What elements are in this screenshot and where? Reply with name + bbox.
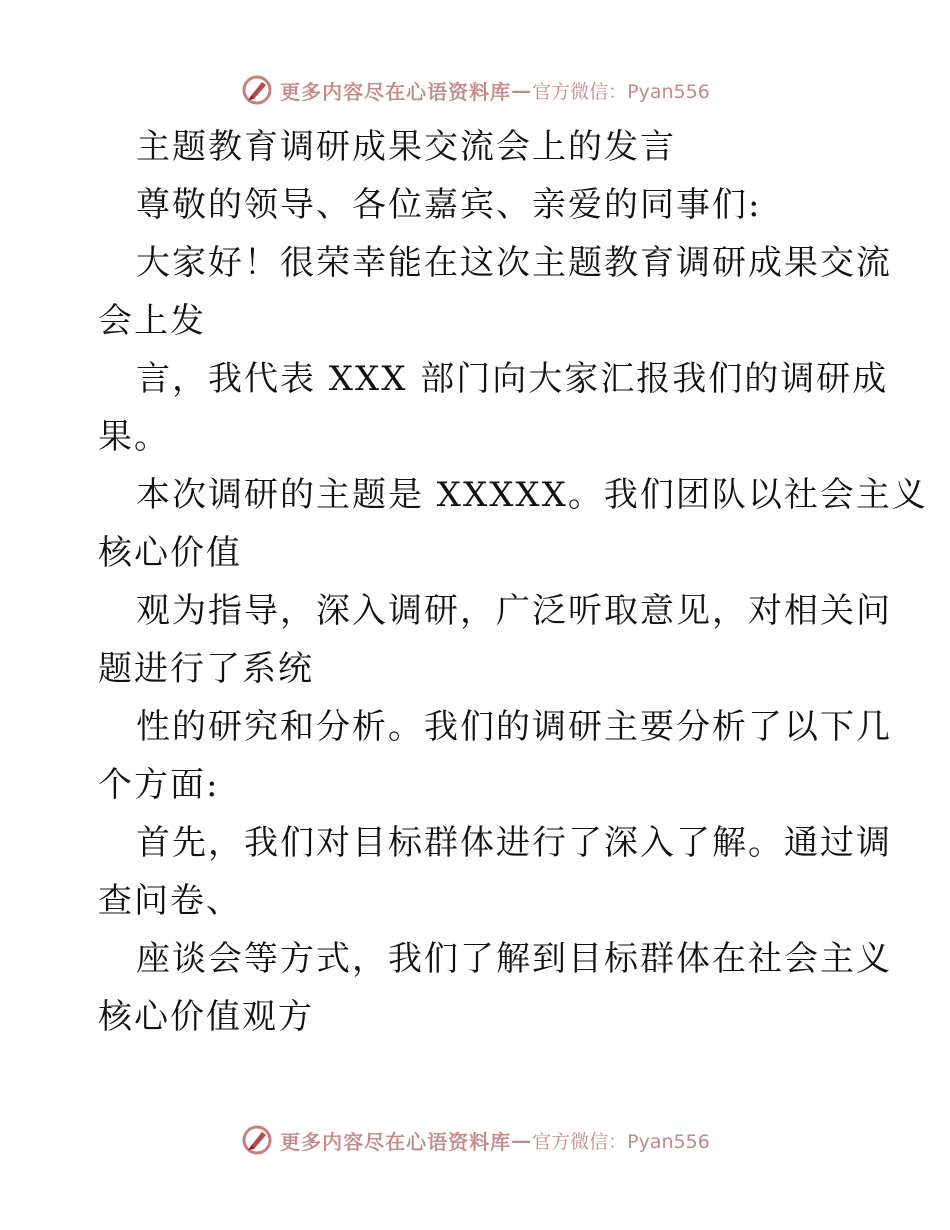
header-watermark xyxy=(0,70,950,110)
pen-nib-logo-icon xyxy=(240,73,274,107)
footer-watermark xyxy=(0,1120,950,1160)
watermark-account-text: 官方微信：Pyan556 xyxy=(532,1130,710,1153)
paragraph-line: 大家好！很荣幸能在这次主题教育调研成果交流 xyxy=(136,243,892,283)
paragraph-line: 本次调研的主题是 XXXXX。我们团队以社会主义 xyxy=(136,475,928,515)
paragraph-line: 言，我代表 XXX 部门向大家汇报我们的调研成 xyxy=(136,359,889,399)
watermark-separator: — xyxy=(511,78,533,102)
watermark-brand-text: 更多内容尽在心语资料库 xyxy=(280,79,512,104)
document-body xyxy=(98,118,928,1046)
pen-nib-logo-icon xyxy=(240,1123,274,1157)
watermark-account-text: 官方微信：Pyan556 xyxy=(532,80,710,103)
paragraph-line: 性的研究和分析。我们的调研主要分析了以下几 xyxy=(136,707,892,747)
watermark-brand-text: 更多内容尽在心语资料库 xyxy=(280,1129,512,1154)
document-title: 主题教育调研成果交流会上的发言 xyxy=(136,127,676,167)
paragraph-line: 会上发 xyxy=(98,301,206,341)
salutation-line: 尊敬的领导、各位嘉宾、亲爱的同事们: xyxy=(136,185,762,225)
paragraph-line: 核心价值 xyxy=(98,533,242,573)
paragraph-line: 观为指导，深入调研，广泛听取意见，对相关问 xyxy=(136,591,892,631)
paragraph-line: 个方面: xyxy=(98,765,220,805)
watermark-separator: — xyxy=(511,1128,533,1152)
paragraph-line: 果。 xyxy=(98,417,170,457)
paragraph-line: 题进行了系统 xyxy=(98,649,314,689)
paragraph-line: 查问卷、 xyxy=(98,881,242,921)
paragraph-line: 核心价值观方 xyxy=(98,997,314,1037)
paragraph-line: 座谈会等方式，我们了解到目标群体在社会主义 xyxy=(136,939,892,979)
paragraph-line: 首先，我们对目标群体进行了深入了解。通过调 xyxy=(136,823,892,863)
